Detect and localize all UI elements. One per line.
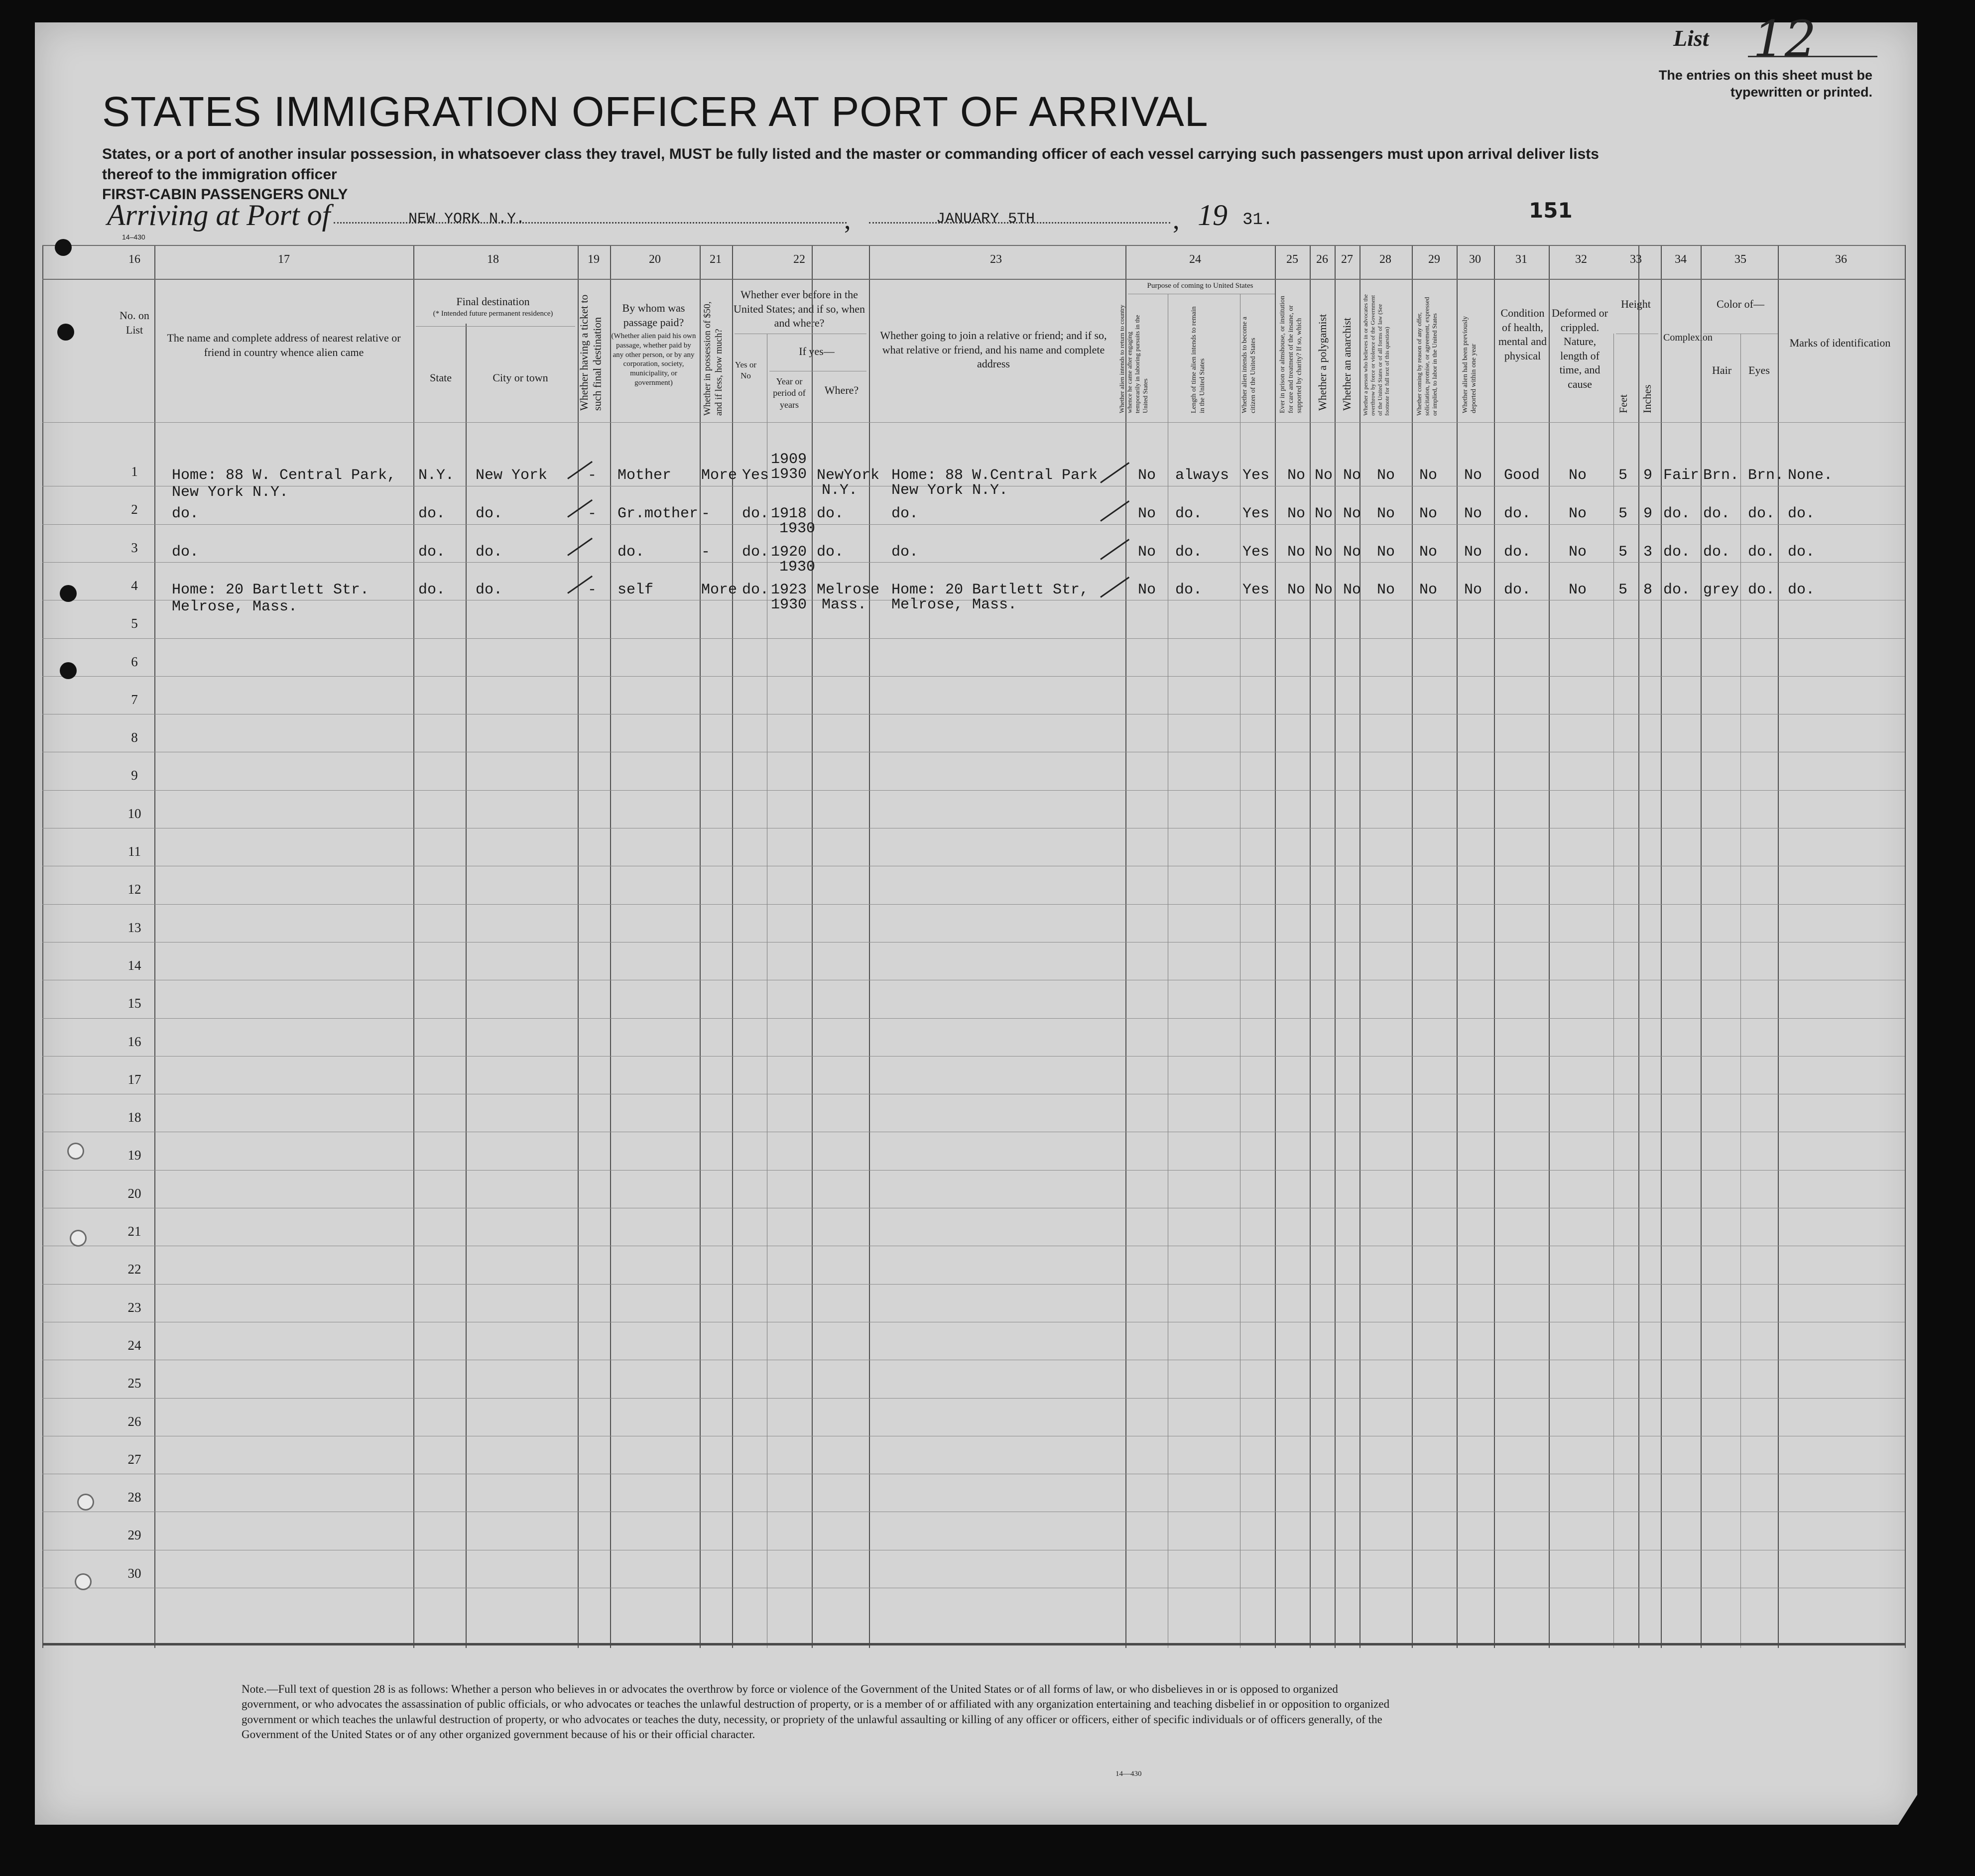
row-4-where-line2: Mass.: [822, 596, 867, 613]
row-4-years: 1923: [771, 582, 807, 598]
instructions-line: States, or a port of another insular possession, in whatsoever class they travel, MUST be fully listed and the master or commanding officer of each vessel carrying such passengers must upon arrival deliver lists thereof to the immigration officer: [102, 146, 1599, 183]
row-1-paid-by: Mother: [617, 467, 672, 484]
row-3-years: 1920: [771, 544, 807, 561]
row-4-marks: do.: [1788, 582, 1815, 598]
column-number: 36: [1835, 253, 1847, 266]
footnote: Note.—Full text of question 28 is as follows: Whether a person who believes in or advocates the overthrow by force or violence of the Government of the United States or of all forms of law, or who disbelieves in or is opposed to organized government, or who advocates the assassination of public officials, or who advocates or teaches the unlawful destruction of property, or is a member of or affiliated with any organization entertaining and teaching disbelief in or opposition to organized government or which teaches the unlawful destruction of property, or who advocates or teaches the duty, necessity, or propriety of the unlawful assaulting or killing of any officer or officers, either of specific individuals or of officers generally, of the Government of the United States or of any other organized government because of his or their official character.: [242, 1683, 1390, 1741]
grid-vline: [1905, 245, 1906, 1648]
row-2-overthrow: No: [1377, 505, 1395, 522]
header-prison: Ever in prison or almshouse, or institution for care and treatment of the insane, or supported by charity? If so, which: [1279, 295, 1303, 413]
row-number: 17: [127, 1071, 141, 1087]
grid-vline: [700, 245, 701, 1648]
header-before-in-us: Whether ever before in the United States; and if so, when and where?: [734, 288, 865, 330]
row-2-labor: No: [1419, 505, 1438, 522]
row-2-polygamist: No: [1315, 505, 1333, 522]
grid-vline: [1613, 334, 1614, 1648]
row-2-length: do.: [1175, 505, 1203, 522]
grid-vline: [610, 245, 611, 1648]
header-year: Year or period of years: [773, 376, 806, 410]
row-4-ticket: -: [588, 582, 597, 598]
header-inches: Inches: [1641, 384, 1653, 413]
header-return: Whether alien intends to return to country whence he came after engaging temporarily in laboring pursuits in the United States: [1118, 304, 1149, 413]
arrival-port: NEW YORK N.Y.: [408, 211, 525, 228]
row-number: 23: [127, 1299, 141, 1315]
row-1-health: Good: [1504, 467, 1540, 484]
footnote-code: 14—430: [1115, 1770, 1142, 1778]
row-number: 24: [127, 1337, 141, 1353]
row-3-city: do.: [476, 544, 503, 561]
row-1-deported: No: [1464, 467, 1482, 484]
row-2-prison: No: [1287, 505, 1306, 522]
grid-vline: [578, 245, 579, 1648]
row-number: 19: [127, 1148, 141, 1163]
row-2-inches: 9: [1643, 505, 1653, 522]
grid-vline: [1638, 245, 1639, 1648]
row-4-anarchist: No: [1343, 582, 1361, 598]
row-number: 18: [127, 1110, 141, 1125]
row-4-relative-line2: Melrose, Mass.: [172, 598, 298, 615]
row-1-city: New York: [476, 467, 548, 484]
row-2-marks: do.: [1788, 505, 1815, 522]
row-2-years-line2: 1930: [779, 520, 816, 537]
year-suffix: 31.: [1242, 211, 1273, 230]
passenger-class: FIRST-CABIN PASSENGERS ONLY: [102, 186, 348, 203]
row-1-years-line2: 1930: [771, 466, 807, 483]
row-3-inches: 3: [1643, 544, 1653, 561]
row-number: 4: [131, 578, 138, 593]
row-1-citizen: Yes: [1242, 467, 1270, 484]
row-number: 9: [131, 768, 138, 783]
row-1-overthrow: No: [1377, 467, 1395, 484]
header-color-of: Color of—: [1717, 298, 1764, 310]
column-number: 32: [1575, 253, 1587, 266]
row-2-hair: do.: [1703, 505, 1730, 522]
year-prefix: 19: [1198, 199, 1228, 232]
row-4-years-line2: 1930: [771, 596, 807, 613]
row-3-polygamist: No: [1315, 544, 1333, 561]
row-2-money: -: [701, 505, 711, 522]
row-number: 1: [131, 464, 138, 479]
page-number: 151: [1529, 198, 1573, 223]
grid-vline: [1549, 245, 1550, 1648]
header-joining: Whether going to join a relative or friend; and if so, what relative or friend, and his name and complete address: [880, 329, 1107, 370]
header-paid-by-title: By whom was passage paid?: [622, 302, 685, 329]
row-1-before: Yes: [742, 467, 769, 484]
row-1-length: always: [1175, 467, 1230, 484]
row-3-money: -: [701, 544, 711, 561]
row-number: 22: [127, 1262, 141, 1277]
list-label: List: [1673, 25, 1709, 51]
row-number: 25: [127, 1376, 141, 1391]
entries-note: The entries on this sheet must be typewritten or printed.: [1658, 68, 1872, 100]
header-relative: The name and complete address of nearest relative or friend in country whence alien came: [167, 332, 401, 358]
row-2-anarchist: No: [1343, 505, 1361, 522]
row-1-where: NewYork: [817, 467, 880, 484]
row-number: 14: [127, 957, 141, 973]
header-no-on-list: No. on List: [120, 309, 149, 336]
row-number: 20: [127, 1185, 141, 1201]
grid-vline: [42, 245, 43, 1648]
row-1-joining-line2: New York N.Y.: [891, 482, 1008, 499]
column-number: 16: [128, 253, 140, 266]
row-3-eyes: do.: [1748, 544, 1775, 561]
row-4-eyes: do.: [1748, 582, 1775, 598]
row-3-complexion: do.: [1663, 544, 1691, 561]
row-line: [42, 1398, 1905, 1399]
column-number: 35: [1734, 253, 1746, 266]
grid-vline: [1457, 245, 1458, 1648]
column-number: 17: [278, 253, 290, 266]
comma: ,: [844, 205, 851, 234]
grid-subrule: [416, 326, 575, 327]
row-2-before: do.: [742, 505, 769, 522]
punch-hole: [60, 585, 77, 602]
row-2-relative: do.: [172, 505, 199, 522]
manifest-sheet: [35, 22, 1917, 1825]
header-complexion: Complexion: [1663, 332, 1713, 343]
header-money: Whether in possession of $50, and if less, how much?: [702, 301, 724, 416]
row-3-deformed: No: [1569, 544, 1587, 561]
row-line: [42, 524, 1905, 525]
row-4-inches: 8: [1643, 582, 1653, 598]
grid-vline: [413, 245, 414, 1648]
row-number: 15: [127, 996, 141, 1011]
row-1-deformed: No: [1569, 467, 1587, 484]
row-2-return: No: [1138, 505, 1156, 522]
row-number: 29: [127, 1527, 141, 1543]
header-paid-by-note: (Whether alien paid his own passage, whether paid by any other person, or by any corporation, society, municipality, or government): [611, 332, 696, 387]
header-purpose: Purpose of coming to United States: [1147, 282, 1253, 290]
row-number: 12: [127, 882, 141, 897]
row-number: 8: [131, 730, 138, 745]
row-number: 30: [127, 1565, 141, 1581]
row-2-complexion: do.: [1663, 505, 1691, 522]
column-number: 24: [1189, 253, 1201, 266]
row-3-years-line2: 1930: [779, 559, 816, 576]
grid-vline: [1494, 245, 1495, 1648]
grid-vline: [1740, 334, 1741, 1648]
row-4-prison: No: [1287, 582, 1306, 598]
row-3-deported: No: [1464, 544, 1482, 561]
row-1-relative-line2: New York N.Y.: [172, 484, 289, 501]
column-number: 34: [1675, 253, 1687, 266]
header-health: Condition of health, mental and physical: [1498, 307, 1547, 362]
punch-hole: [75, 1573, 92, 1590]
header-paid-by: [610, 301, 697, 388]
header-height: Height: [1621, 298, 1651, 310]
grid-vline: [1310, 245, 1311, 1648]
row-1-labor: No: [1419, 467, 1438, 484]
column-number: 28: [1379, 253, 1391, 266]
row-1-complexion: Fair: [1663, 467, 1700, 484]
grid-vline: [1701, 245, 1702, 1648]
row-4-health: do.: [1504, 582, 1531, 598]
row-4-deported: No: [1464, 582, 1482, 598]
grid-bottom-rule: [42, 1643, 1905, 1645]
row-2-paid-by: Gr.mother: [617, 505, 699, 522]
arriving-label: Arriving at Port of: [107, 199, 331, 232]
row-3-hair: do.: [1703, 544, 1730, 561]
row-2-feet: 5: [1618, 505, 1628, 522]
row-line: [42, 562, 1905, 563]
header-overthrow: Whether a person who believes in or advocates the overthrow by force or violence of the Government of the United States or of all forms of law (See footnote for full text of this question): [1362, 294, 1391, 416]
row-line: [42, 904, 1905, 905]
grid-vline: [1275, 245, 1276, 1648]
header-if-yes: If yes—: [799, 345, 835, 357]
list-underline: [1748, 56, 1877, 57]
row-1-years: 1909: [771, 451, 807, 468]
header-length: Length of time alien intends to remain in the United States: [1190, 306, 1206, 413]
row-line: [42, 1170, 1905, 1171]
grid-vline: [869, 245, 870, 1648]
punch-hole: [70, 1230, 87, 1247]
row-4-labor: No: [1419, 582, 1438, 598]
row-number: 21: [127, 1224, 141, 1239]
row-4-deformed: No: [1569, 582, 1587, 598]
row-line: [42, 790, 1905, 791]
header-ticket: Whether having a ticket to such final destination: [578, 294, 604, 411]
row-2-citizen: Yes: [1242, 505, 1270, 522]
row-4-complexion: do.: [1663, 582, 1691, 598]
column-number: 18: [487, 253, 499, 266]
header-feet: Feet: [1617, 394, 1629, 413]
column-number: 22: [793, 253, 805, 266]
row-1-hair: Brn.: [1703, 467, 1739, 484]
row-2-eyes: do.: [1748, 505, 1775, 522]
row-2-years: 1918: [771, 505, 807, 522]
header-final-destination-title: Final destination: [456, 295, 530, 308]
row-2-deformed: No: [1569, 505, 1587, 522]
grid-vline: [466, 324, 467, 1648]
row-1-inches: 9: [1643, 467, 1653, 484]
grid-top-rule: [42, 245, 1905, 246]
row-4-polygamist: No: [1315, 582, 1333, 598]
row-number: 28: [127, 1490, 141, 1505]
row-number: 7: [131, 692, 138, 707]
row-1-feet: 5: [1618, 467, 1628, 484]
row-3-labor: No: [1419, 544, 1438, 561]
header-deformed: Deformed or crippled. Nature, length of time, and cause: [1551, 307, 1608, 390]
punch-hole: [60, 662, 77, 679]
instructions: [102, 144, 1646, 205]
row-line: [42, 638, 1905, 639]
row-1-polygamist: No: [1315, 467, 1333, 484]
row-4-city: do.: [476, 582, 503, 598]
row-4-where: Melrose: [817, 582, 880, 598]
row-number: 26: [127, 1413, 141, 1429]
column-number: 20: [649, 253, 661, 266]
header-polygamist: Whether a polygamist: [1316, 314, 1329, 411]
header-final-destination: [418, 295, 568, 319]
grid-vline: [154, 245, 155, 1648]
punch-hole: [57, 324, 74, 341]
row-2-ticket: -: [588, 505, 597, 522]
row-3-anarchist: No: [1343, 544, 1361, 561]
row-1-state: N.Y.: [418, 467, 455, 484]
grid-vline: [1778, 245, 1779, 1648]
row-4-state: do.: [418, 582, 446, 598]
header-anarchist: Whether an anarchist: [1341, 318, 1353, 411]
row-3-where: do.: [817, 544, 844, 561]
grid-vline: [1661, 245, 1662, 1648]
arrival-date: JANUARY 5TH: [936, 211, 1035, 228]
row-3-before: do.: [742, 544, 769, 561]
header-eyes: Eyes: [1748, 364, 1770, 376]
header-labor: Whether coming by reason of any offer, solicitation, promise, or agreement, expressed or implied, to labor in the United States: [1415, 297, 1439, 416]
header-final-destination-note: (* Intended future permanent residence): [433, 309, 553, 318]
column-number: 27: [1341, 253, 1353, 266]
row-3-prison: No: [1287, 544, 1306, 561]
row-3-relative: do.: [172, 544, 199, 561]
header-yes-no: Yes or No: [735, 360, 757, 381]
column-number: 30: [1469, 253, 1481, 266]
header-hair: Hair: [1712, 364, 1732, 376]
row-3-citizen: Yes: [1242, 544, 1270, 561]
row-number: 11: [128, 844, 141, 859]
row-3-paid-by: do.: [617, 544, 645, 561]
row-4-overthrow: No: [1377, 582, 1395, 598]
grid-vline: [732, 245, 733, 1648]
row-4-paid-by: self: [617, 582, 654, 598]
grid-vline: [1125, 245, 1126, 1648]
row-3-feet: 5: [1618, 544, 1628, 561]
comma: ,: [1173, 205, 1180, 234]
column-number: 19: [588, 253, 600, 266]
row-1-anarchist: No: [1343, 467, 1361, 484]
row-1-prison: No: [1287, 467, 1306, 484]
column-number: 29: [1428, 253, 1440, 266]
column-number: 31: [1515, 253, 1527, 266]
row-4-before: do.: [742, 582, 769, 598]
punch-hole: [67, 1143, 84, 1160]
row-2-city: do.: [476, 505, 503, 522]
header-city: City or town: [493, 371, 548, 384]
grid-vline: [1335, 245, 1336, 1648]
row-2-deported: No: [1464, 505, 1482, 522]
row-4-money: More: [701, 582, 738, 598]
row-number: 5: [131, 616, 138, 631]
row-3-state: do.: [418, 544, 446, 561]
row-4-length: do.: [1175, 582, 1203, 598]
grid-vline: [1412, 245, 1413, 1648]
row-2-state: do.: [418, 505, 446, 522]
grid-vline: [1359, 245, 1360, 1648]
row-1-return: No: [1138, 467, 1156, 484]
row-4-feet: 5: [1618, 582, 1628, 598]
row-1-where-line2: N.Y.: [822, 482, 858, 499]
header-where: Where?: [824, 384, 859, 396]
row-3-return: No: [1138, 544, 1156, 561]
row-number: 13: [127, 920, 141, 935]
row-1-eyes: Brn.: [1748, 467, 1784, 484]
page-title: STATES IMMIGRATION OFFICER AT PORT OF ARRIVAL: [102, 88, 1209, 135]
row-number: 10: [127, 806, 141, 821]
column-number: 23: [990, 253, 1002, 266]
header-deported: Whether alien had been previously deported within one year: [1462, 316, 1478, 413]
row-line: [42, 1018, 1905, 1019]
row-number: 27: [127, 1451, 141, 1467]
row-4-return: No: [1138, 582, 1156, 598]
row-1-joining: Home: 88 W.Central Park: [891, 467, 1098, 484]
list-number: 12: [1753, 10, 1817, 68]
row-3-length: do.: [1175, 544, 1203, 561]
row-line: [42, 1284, 1905, 1285]
row-3-marks: do.: [1788, 544, 1815, 561]
punch-hole: [55, 239, 72, 256]
row-3-health: do.: [1504, 544, 1531, 561]
row-line: [42, 676, 1905, 677]
row-number: 6: [131, 654, 138, 669]
row-1-marks: None.: [1788, 467, 1833, 484]
column-number: 25: [1286, 253, 1298, 266]
header-state: State: [430, 371, 452, 384]
row-number: 3: [131, 540, 138, 555]
row-1-relative: Home: 88 W. Central Park,: [172, 467, 396, 484]
header-citizen: Whether alien intends to become a citizen of the United States: [1241, 317, 1257, 413]
form-code: 14–430: [122, 233, 145, 241]
row-2-health: do.: [1504, 505, 1531, 522]
row-number: 16: [127, 1034, 141, 1049]
row-3-joining: do.: [891, 544, 919, 561]
row-4-joining: Home: 20 Bartlett Str,: [891, 582, 1089, 598]
column-number: 33: [1630, 253, 1642, 266]
grid-colnum-rule: [42, 279, 1905, 280]
row-2-joining: do.: [891, 505, 919, 522]
row-1-money: More: [701, 467, 738, 484]
grid-vline: [812, 245, 813, 1648]
row-number: 2: [131, 502, 138, 517]
row-4-joining-line2: Melrose, Mass.: [891, 596, 1017, 613]
row-1-ticket: -: [588, 467, 597, 484]
row-4-citizen: Yes: [1242, 582, 1270, 598]
column-number: 26: [1316, 253, 1328, 266]
row-2-where: do.: [817, 505, 844, 522]
row-3-overthrow: No: [1377, 544, 1395, 561]
punch-hole: [77, 1494, 94, 1511]
row-4-hair: grey: [1703, 582, 1739, 598]
column-number: 21: [710, 253, 722, 266]
grid-header-bottom-rule: [42, 422, 1905, 423]
header-marks: Marks of identification: [1789, 337, 1891, 349]
row-4-relative: Home: 20 Bartlett Str.: [172, 582, 370, 598]
